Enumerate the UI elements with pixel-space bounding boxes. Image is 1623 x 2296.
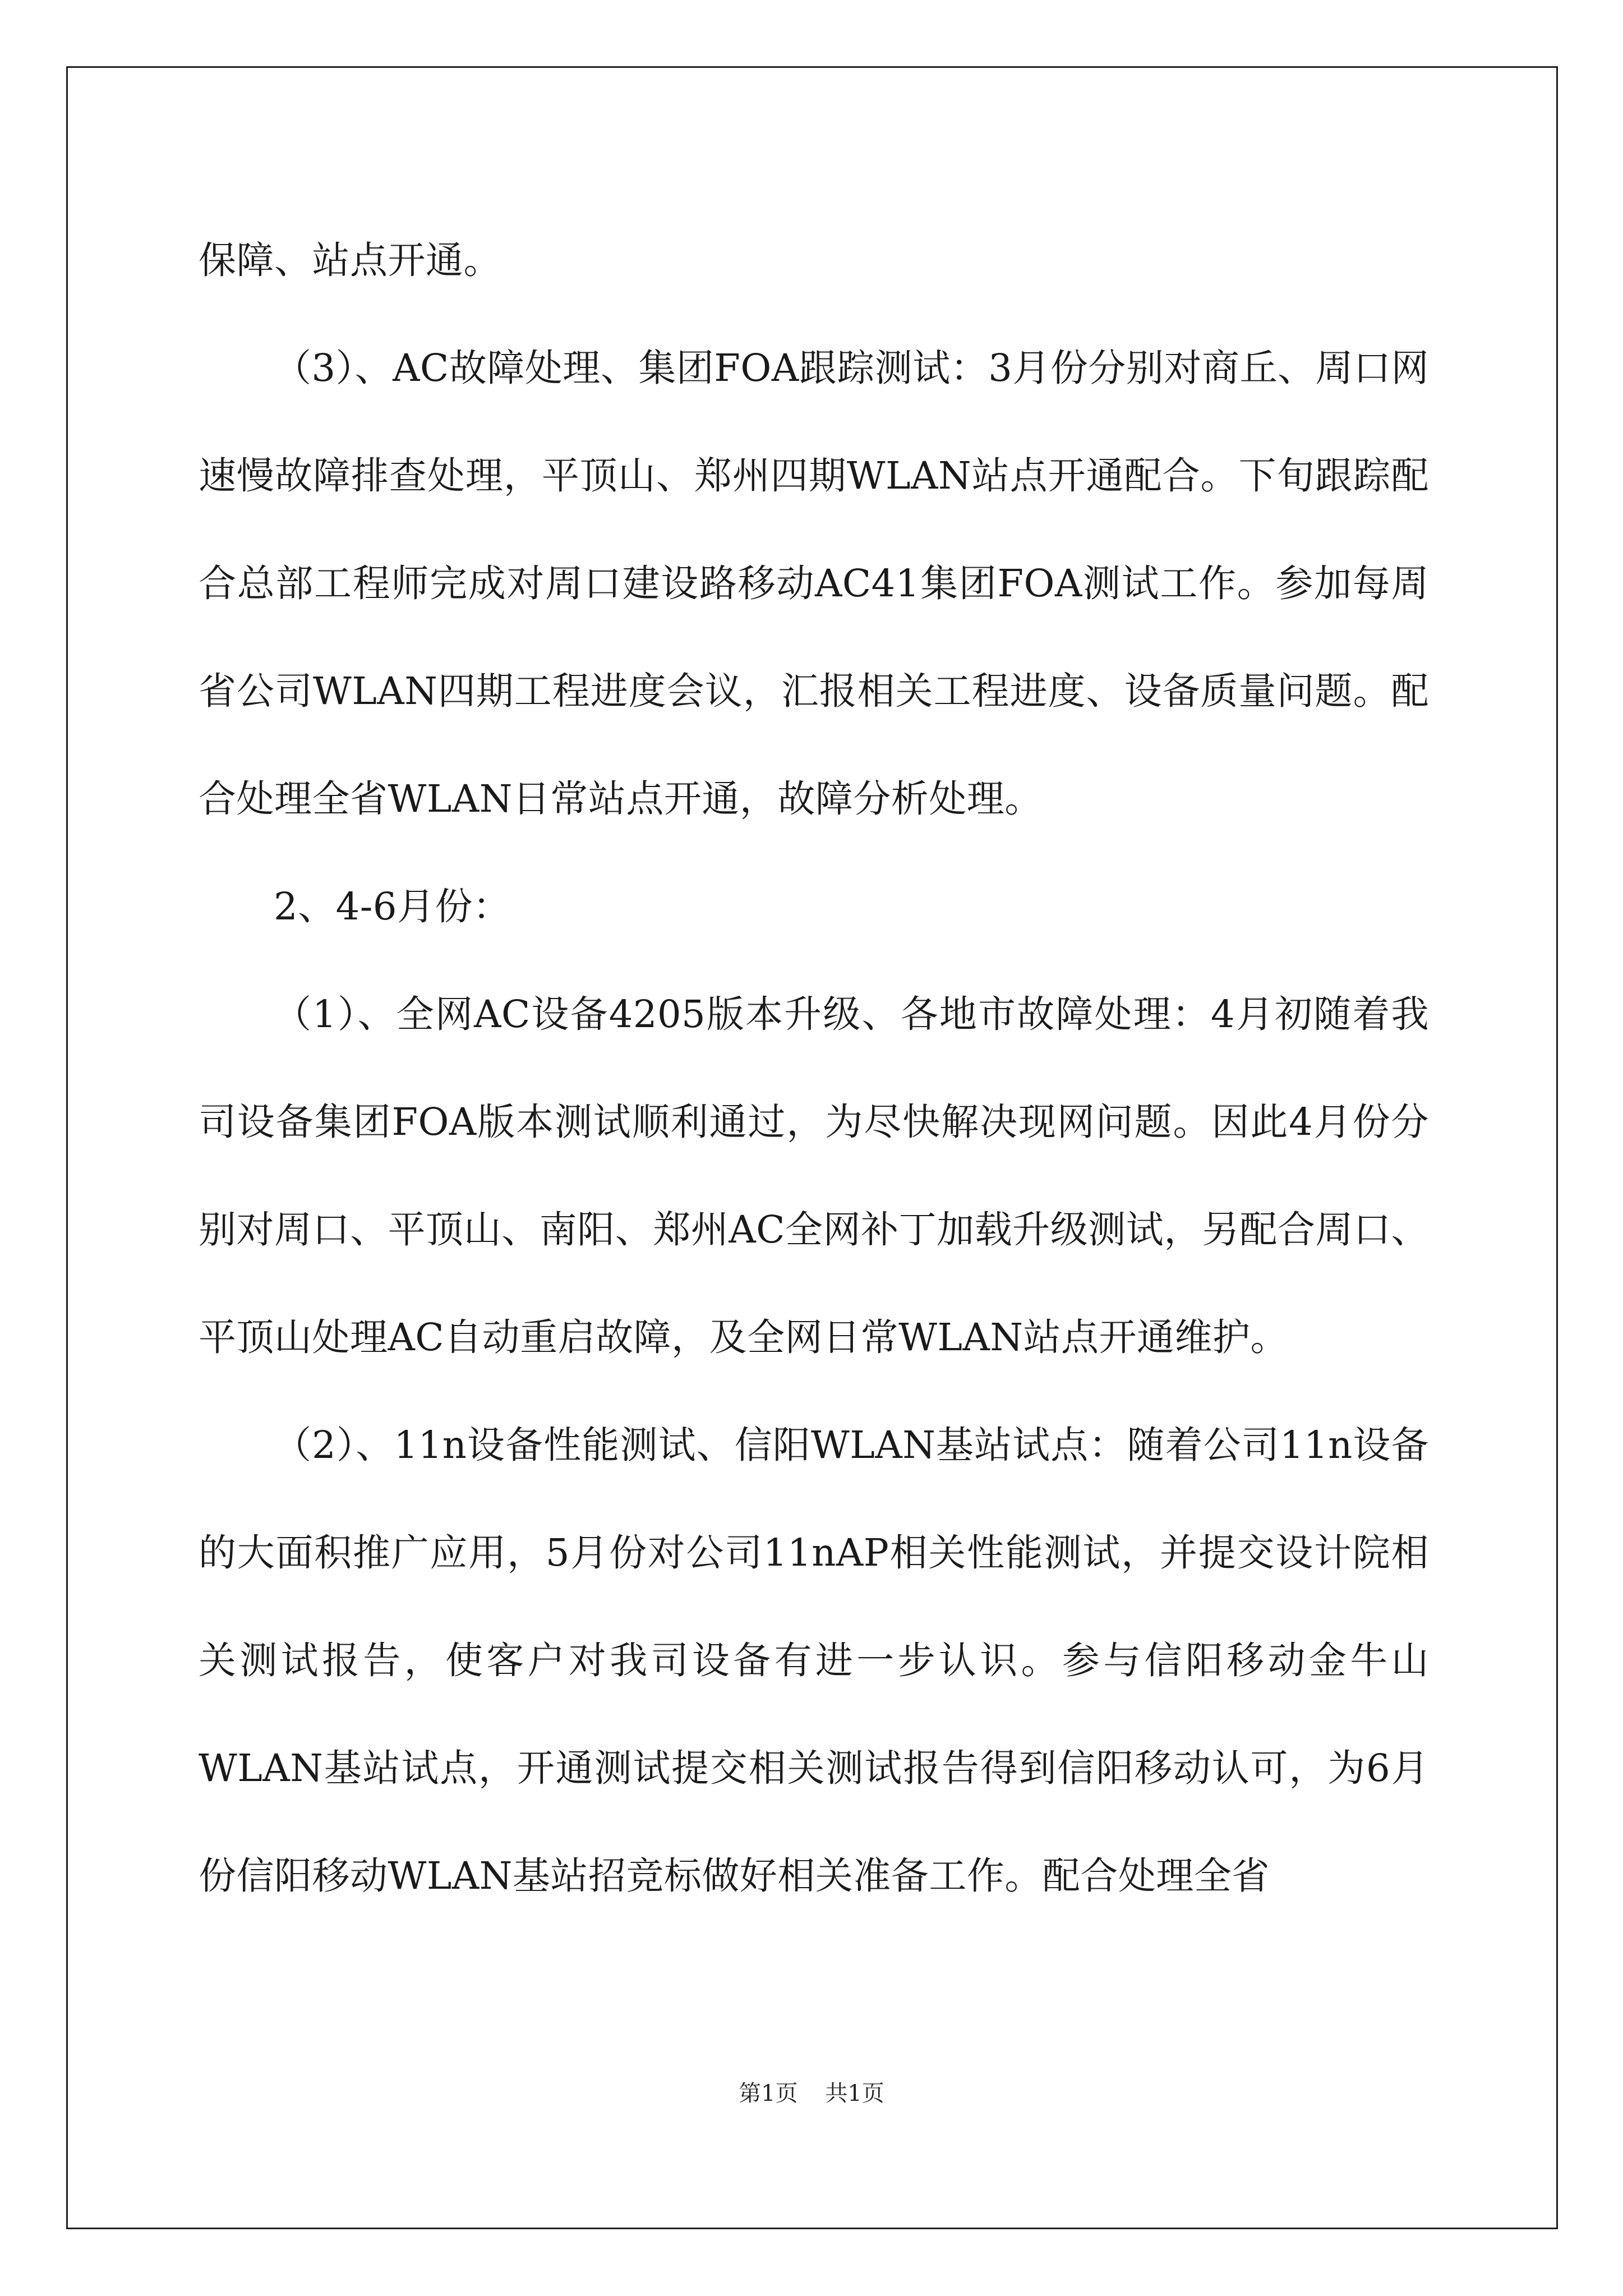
page-footer xyxy=(0,2076,1623,2108)
document-body xyxy=(199,206,1429,1930)
page-number: 第1页 xyxy=(739,2081,798,2106)
page-total: 共1页 xyxy=(825,2081,884,2106)
paragraph-1: 保障、站点开通。 xyxy=(199,238,501,282)
paragraph-3: 2、4-6月份： xyxy=(274,885,511,928)
paragraph-4: （1）、全网AC设备4205版本升级、各地市故障处理：4月初随着我司设备集团FOA版本测试顺利通过，为尽快解决现网问题。因此4月份分别对周口、平顶山、南阳、郑州AC全网补丁加载升级测试，另配合周口、平顶山处理AC自动重启故障，及全网日常WLAN站点开通维护。 xyxy=(199,992,1429,1359)
paragraph-5: （2）、11n设备性能测试、信阳WLAN基站试点：随着公司11n设备的大面积推广应用，5月份对公司11nAP相关性能测试，并提交设计院相关测试报告，使客户对我司设备有进一步认识。参与信阳移动金牛山WLAN基站试点，开通测试提交相关测试报告得到信阳移动认可，为6月份信阳移动WLAN基站招竞标做好相关准备工作。配合处理全省 xyxy=(199,1423,1429,1898)
paragraph-2: （3）、AC故障处理、集团FOA跟踪测试：3月份分别对商丘、周口网速慢故障排查处理，平顶山、郑州四期WLAN站点开通配合。下旬跟踪配合总部工程师完成对周口建设路移动AC41集团FOA测试工作。参加每周省公司WLAN四期工程进度会议，汇报相关工程进度、设备质量问题。配合处理全省WLAN日常站点开通，故障分析处理。 xyxy=(199,346,1429,821)
